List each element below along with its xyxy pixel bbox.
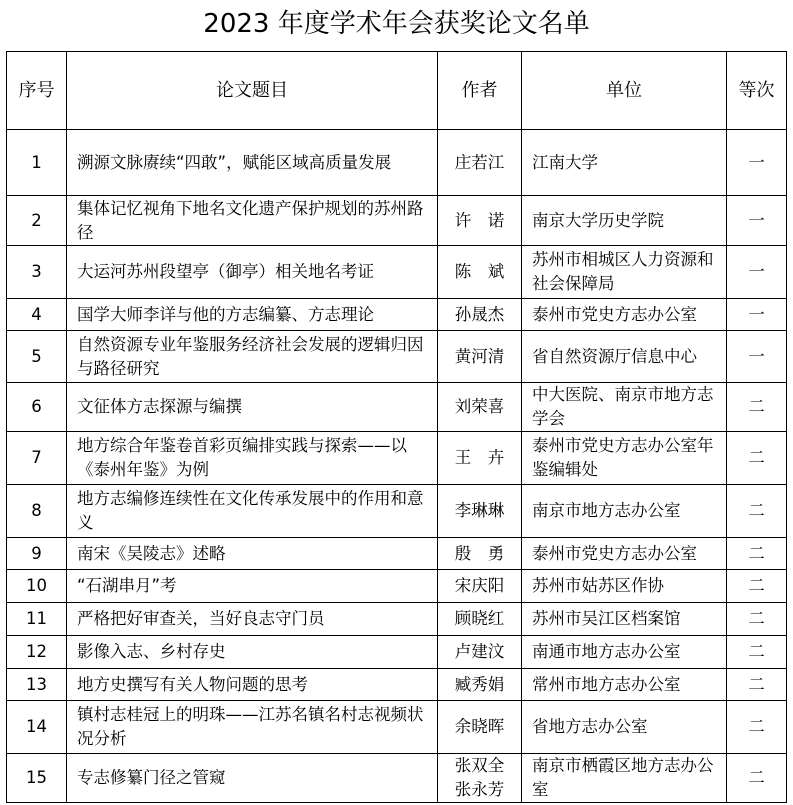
unit-name: 南京市地方志办公室 — [522, 485, 727, 538]
author-name: 黄河清 — [454, 346, 505, 366]
unit-name: 南京市栖霞区地方志办公室 — [522, 754, 727, 803]
author-cell — [438, 669, 522, 701]
paper-title: 集体记忆视角下地名文化遗产保护规划的苏州路径 — [67, 196, 438, 246]
unit-name: 苏州市姑苏区作协 — [522, 570, 727, 603]
award-grade: 一 — [727, 246, 787, 299]
author-name: 孙晟杰 — [454, 304, 505, 324]
award-grade: 二 — [727, 383, 787, 432]
table-row — [7, 299, 787, 331]
unit-name: 泰州市党史方志办公室 — [522, 299, 727, 331]
paper-title: 国学大师李详与他的方志编纂、方志理论 — [67, 299, 438, 331]
paper-title: 地方志编修连续性在文化传承发展中的作用和意义 — [67, 485, 438, 538]
header-author: 作者 — [438, 52, 522, 130]
unit-name: 省地方志办公室 — [522, 701, 727, 754]
header-paper-title: 论文题目 — [67, 52, 438, 130]
unit-name: 苏州市吴江区档案馆 — [522, 603, 727, 636]
row-number: 4 — [7, 299, 67, 331]
author-name: 殷 勇 — [454, 543, 505, 563]
author-name: 臧秀娟 — [454, 674, 505, 694]
row-number: 12 — [7, 636, 67, 669]
author-cell — [438, 754, 522, 803]
row-number: 6 — [7, 383, 67, 432]
author-cell — [438, 570, 522, 603]
row-number: 11 — [7, 603, 67, 636]
author-cell — [438, 603, 522, 636]
author-cell — [438, 701, 522, 754]
award-grade: 二 — [727, 538, 787, 570]
award-grade: 二 — [727, 701, 787, 754]
row-number: 13 — [7, 669, 67, 701]
award-grade: 一 — [727, 130, 787, 196]
unit-name: 省自然资源厅信息中心 — [522, 331, 727, 383]
paper-title: 文征体方志探源与编撰 — [67, 383, 438, 432]
author-cell — [438, 130, 522, 196]
table-row — [7, 636, 787, 669]
header-unit: 单位 — [522, 52, 727, 130]
row-number: 1 — [7, 130, 67, 196]
author-name: 余晓晖 — [454, 717, 505, 736]
award-grade: 二 — [727, 603, 787, 636]
paper-title: 专志修纂门径之管窥 — [67, 754, 438, 803]
table-row — [7, 196, 787, 246]
author-cell — [438, 331, 522, 383]
paper-title: 大运河苏州段望亭（御亭）相关地名考证 — [67, 246, 438, 299]
table-row — [7, 246, 787, 299]
paper-title: 地方综合年鉴卷首彩页编排实践与探索——以《泰州年鉴》为例 — [67, 432, 438, 485]
table-row — [7, 603, 787, 636]
author-name: 李琳琳 — [454, 501, 505, 520]
author-cell — [438, 432, 522, 485]
header-grade: 等次 — [727, 52, 787, 130]
author-name: 刘荣喜 — [454, 397, 505, 416]
row-number: 14 — [7, 701, 67, 754]
author-cell — [438, 196, 522, 246]
row-number: 9 — [7, 538, 67, 570]
table-row — [7, 331, 787, 383]
award-grade: 一 — [727, 299, 787, 331]
award-grade: 二 — [727, 636, 787, 669]
author-name: 张永芳 — [454, 780, 505, 799]
unit-name: 南京大学历史学院 — [522, 196, 727, 246]
table-row — [7, 383, 787, 432]
unit-name: 苏州市相城区人力资源和社会保障局 — [522, 246, 727, 299]
table-row — [7, 432, 787, 485]
award-grade: 二 — [727, 754, 787, 803]
table-row — [7, 754, 787, 803]
unit-name: 泰州市党史方志办公室 — [522, 538, 727, 570]
paper-title: “石湖串月”考 — [67, 570, 438, 603]
table-body — [7, 130, 787, 803]
document-title: 2023 年度学术年会获奖论文名单 — [203, 9, 590, 39]
table-header-row — [7, 52, 787, 130]
paper-title: 溯源文脉赓续“四敢”，赋能区域高质量发展 — [67, 130, 438, 196]
author-cell — [438, 246, 522, 299]
row-number: 15 — [7, 754, 67, 803]
author-name: 庄若江 — [454, 152, 505, 172]
award-grade: 二 — [727, 669, 787, 701]
unit-name: 南通市地方志办公室 — [522, 636, 727, 669]
author-name: 顾晓红 — [454, 609, 505, 628]
row-number: 8 — [7, 485, 67, 538]
award-grade: 二 — [727, 432, 787, 485]
row-number: 3 — [7, 246, 67, 299]
author-name: 许 诺 — [454, 210, 505, 230]
row-number: 10 — [7, 570, 67, 603]
header-number: 序号 — [7, 52, 67, 130]
table-row — [7, 485, 787, 538]
row-number: 7 — [7, 432, 67, 485]
award-grade: 二 — [727, 570, 787, 603]
unit-name: 江南大学 — [522, 130, 727, 196]
unit-name: 泰州市党史方志办公室年鉴编辑处 — [522, 432, 727, 485]
author-cell — [438, 299, 522, 331]
table-row — [7, 130, 787, 196]
award-papers-table — [6, 51, 787, 803]
author-name: 宋庆阳 — [454, 576, 505, 595]
award-grade: 一 — [727, 196, 787, 246]
paper-title: 自然资源专业年鉴服务经济社会发展的逻辑归因与路径研究 — [67, 331, 438, 383]
row-number: 2 — [7, 196, 67, 246]
table-row — [7, 570, 787, 603]
row-number: 5 — [7, 331, 67, 383]
paper-title: 严格把好审查关，当好良志守门员 — [67, 603, 438, 636]
author-name: 王 卉 — [454, 448, 505, 467]
author-cell — [438, 383, 522, 432]
unit-name: 常州市地方志办公室 — [522, 669, 727, 701]
award-grade: 二 — [727, 485, 787, 538]
author-cell — [438, 485, 522, 538]
author-cell — [438, 636, 522, 669]
author-cell — [438, 538, 522, 570]
table-row — [7, 669, 787, 701]
author-name: 张双全 — [454, 756, 505, 775]
author-name: 陈 斌 — [454, 262, 505, 281]
award-grade: 一 — [727, 331, 787, 383]
author-name: 卢建汶 — [454, 642, 505, 661]
paper-title: 镇村志桂冠上的明珠——江苏名镇名村志视频状况分析 — [67, 701, 438, 754]
paper-title: 南宋《吴陵志》述略 — [67, 538, 438, 570]
table-row — [7, 701, 787, 754]
paper-title: 地方史撰写有关人物问题的思考 — [67, 669, 438, 701]
table-row — [7, 538, 787, 570]
paper-title: 影像入志、乡村存史 — [67, 636, 438, 669]
unit-name: 中大医院、南京市地方志学会 — [522, 383, 727, 432]
